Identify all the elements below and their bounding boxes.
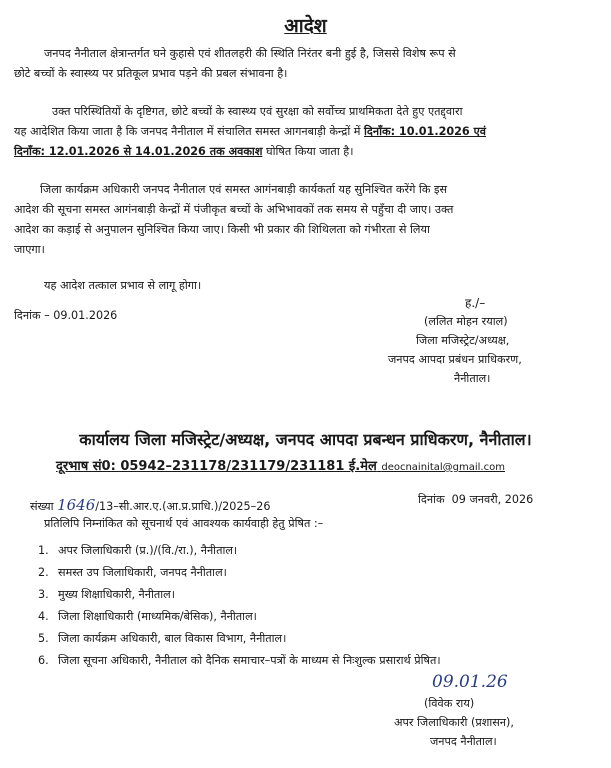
copy-signatory-block [394, 694, 514, 751]
reference-rest: /13–सी.आर.ए.(आ.प्र.प्राधि.)/2025–26 [95, 500, 271, 513]
para2-line3 [14, 142, 353, 162]
para2-line3-text: घोषित किया जाता है। [266, 145, 354, 158]
para3-line4: जाएगा। [14, 243, 45, 256]
list-item-number: 3. [38, 588, 49, 601]
copy-intro: प्रतिलिपि निम्नांकित को सूचनार्थ एवं आवश्यक कार्यवाही हेतु प्रेषित :– [44, 517, 324, 530]
copy-signatory-post: अपर जिलाधिकारी (प्रशासन), [394, 716, 514, 729]
list-item [38, 606, 441, 628]
list-item-text: समस्त उप जिलाधिकारी, जनपद नैनीताल। [58, 566, 227, 579]
holiday-date-range: दिनाँक: 12.01.2026 से 14.01.2026 तक अवकाश [14, 145, 263, 158]
list-item-text: मुख्य शिक्षाधिकारी, नैनीताल। [58, 588, 175, 601]
list-item-text: अपर जिलाधिकारी (प्र.)/(वि./रा.), नैनीताल। [58, 544, 238, 557]
para3-line1: जिला कार्यक्रम अधिकारी जनपद नैनीताल एवं समस्त आगंनबाड़ी कार्यकर्ता यह सुनिश्चित करेंगे कि इस [40, 183, 448, 196]
list-item [38, 540, 441, 562]
recipient-list [38, 540, 441, 672]
copy-date-value: 09 जनवरी, 2026 [451, 493, 534, 506]
list-item-text: जिला सूचना अधिकारी, नैनीताल को दैनिक समाचार–पत्रों के माध्यम से निःशुल्क प्रसारार्थ प्रेषित। [58, 654, 441, 667]
list-item-number: 6. [38, 654, 49, 667]
order-title: आदेश [284, 15, 327, 37]
copy-date [418, 492, 533, 507]
list-item-text: जिला कार्यक्रम अधिकारी, बाल विकास विभाग, नैनीताल। [58, 632, 287, 645]
list-item [38, 584, 441, 606]
order-date-label: दिनांक – [14, 309, 50, 322]
list-item-number: 2. [38, 566, 49, 579]
copy-date-label: दिनांक [418, 493, 445, 506]
effect-statement: यह आदेश तत्काल प्रभाव से लागू होगा। [44, 279, 202, 292]
para1-line1: जनपद नैनीताल क्षेत्रान्तर्गत घने कुहासे एवं शीतलहरी की स्थिति निरंतर बनी हुई है, जिससे विशेष रूप से [44, 47, 456, 60]
signatory-post1: जिला मजिस्ट्रेट/अध्यक्ष, [416, 334, 510, 347]
signatory-place: नैनीताल। [454, 372, 491, 385]
office-title: कार्यालय जिला मजिस्ट्रेट/अध्यक्ष, जनपद आपदा प्रबन्धन प्राधिकरण, नैनीताल। [79, 430, 532, 449]
list-item-text: जिला शिक्षाधिकारी (माध्यमिक/बेसिक), नैनीताल। [58, 610, 257, 623]
list-item [38, 562, 441, 584]
office-email: deocnainital@gmail.com [381, 462, 505, 473]
copy-signatory-place: जनपद नैनीताल। [430, 735, 497, 748]
office-contact [56, 456, 505, 474]
signatory-post2: जनपद आपदा प्रबंधन प्राधिकरण, [388, 353, 522, 366]
para2-line2-text: यह आदेशित किया जाता है कि जनपद नैनीताल में संचालित समस्त आगनबाड़ी केन्द्रों में [14, 125, 361, 138]
order-signatory-block [388, 312, 522, 388]
order-date-value: 09.01.2026 [53, 309, 118, 322]
para2-line2 [14, 122, 486, 142]
list-item-number: 4. [38, 610, 49, 623]
para3-line2: आदेश की सूचना समस्त आगंनबाड़ी केन्द्रों में पंजीकृत बच्चों के अभिभावकों तक समय से पहुँचा दी जाए। उक्त [14, 203, 454, 216]
order-date [14, 308, 117, 323]
reference-number [30, 496, 270, 514]
copy-signatory-name: (विवेक राय) [424, 697, 475, 710]
para3-line3: आदेश का कड़ाई से अनुपालन सुनिश्चित किया जाए। किसी भी प्रकार की शिथिलता को गंभीरता से लिया [14, 223, 430, 236]
para1-line2: छोटे बच्चों के स्वास्थ्य पर प्रतिकूल प्रभाव पड़ने की प्रबल संभावना है। [14, 67, 288, 80]
reference-label: संख्या [30, 500, 54, 513]
holiday-date-1: दिनाँक: 10.01.2026 एवं [364, 125, 487, 138]
signatory-name: (ललित मोहन रयाल) [424, 315, 508, 328]
list-item [38, 650, 441, 672]
list-item [38, 628, 441, 650]
signed-mark: ह./– [465, 296, 486, 310]
phone-label: दूरभाष सं0: 05942–231178/231179/231181 ई.मेल [56, 459, 377, 474]
list-item-number: 5. [38, 632, 49, 645]
list-item-number: 1. [38, 544, 49, 557]
para2-line1: उक्त परिस्थितियों के दृष्टिगत, छोटे बच्चों के स्वास्थ्य एवं सुरक्षा को सर्वोच्च प्राथमिकता देते हुए एतद्द्वारा [52, 105, 463, 118]
reference-handwritten-number: 1646 [57, 496, 96, 514]
handwritten-signature-date: 09.01.26 [432, 672, 508, 692]
